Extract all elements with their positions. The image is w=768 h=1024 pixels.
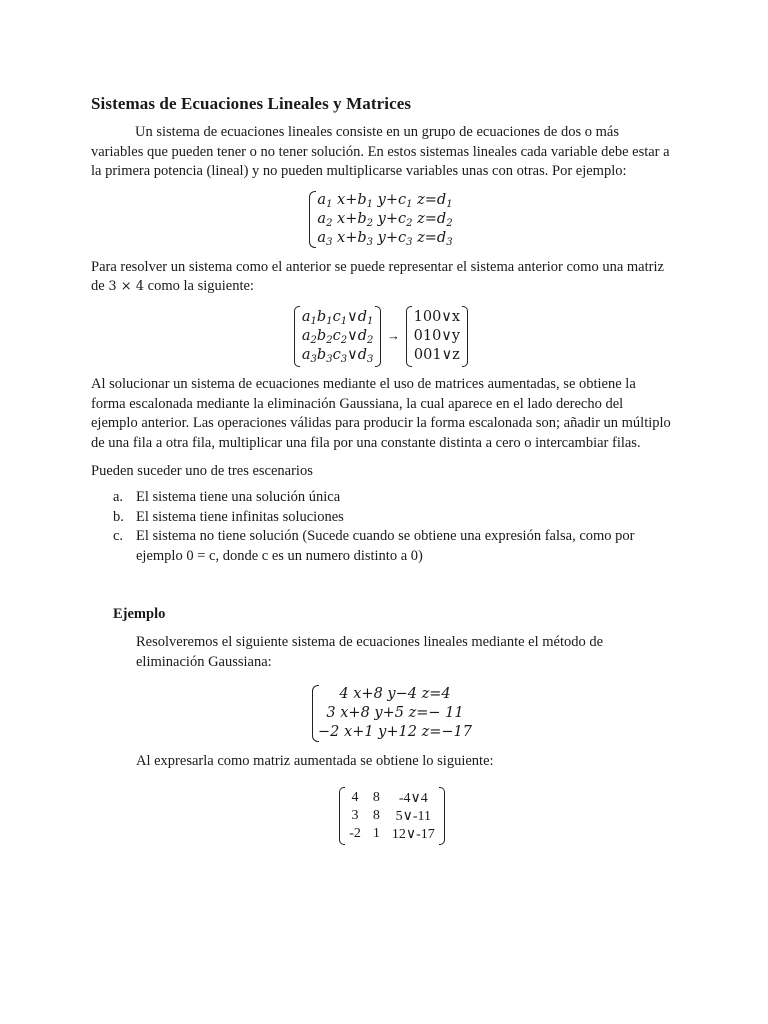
list-item: b. El sistema tiene infinitas soluciones xyxy=(113,508,344,525)
example-augmented-matrix xyxy=(113,787,671,850)
resolve-paragraph xyxy=(91,258,671,297)
generic-system xyxy=(91,191,671,248)
transform-arrow: → xyxy=(387,328,400,344)
list-item: a. El sistema tiene una solución única xyxy=(113,488,341,505)
scenarios-intro: Pueden suceder uno de tres escenarios xyxy=(91,463,313,480)
page-title: Sistemas de Ecuaciones Lineales y Matrices xyxy=(91,94,412,113)
generic-augmented-matrix: $a_1b_1c_1\vee d_1$ $a_2b_2c_2\vee d_2$ $a_3b_3c_3\vee d_3$ xyxy=(294,306,381,367)
example-row-3: −2 x+1 y+12 z=−17 xyxy=(318,723,472,740)
reduced-matrix xyxy=(406,306,468,367)
scenarios-list xyxy=(91,488,671,566)
system-row-1: $a_1$ $x+b_1$ $y+c_1$ $z=d_1$ xyxy=(317,191,453,210)
example-row-2: 3 x+8 y+5 z=− 11 xyxy=(326,704,464,721)
table-row: 3 8 5∨-11 xyxy=(351,808,432,824)
example-brace xyxy=(312,685,319,742)
gauss-paragraph: Al solucionar un sistema de ecuaciones mediante el uso de matrices aumentadas, se obtiene la forma escalonada mediante la eliminación Gaussiana, la cual aparece en el lado derecho del ejemplo anterior. Las operaciones válidas para producir la forma escalonada son; añadir un múltiplo de una fila a otra fila, multiplicar una fila por una constante distinta a cero o intercambiar filas. xyxy=(91,375,671,451)
augmented-text: Al expresarla como matriz aumentada se obtiene lo siguiente: xyxy=(136,752,494,769)
table-row: -2 1 12∨-17 xyxy=(349,826,435,842)
example-system xyxy=(113,685,671,742)
example-row-1: 4 x+8 y−4 z=4 xyxy=(339,685,451,702)
intro-paragraph: Un sistema de ecuaciones lineales consiste en un grupo de ecuaciones de dos o más variables que pueden tener o no tener solución. En estos sistemas lineales cada variable debe estar a la primera potencia (lineal) y no pueden multiplicarse variables unas con otras. Por ejemplo: xyxy=(91,124,670,180)
reduced-row-1: 100∨x xyxy=(413,308,461,325)
matrix-transformation xyxy=(91,306,671,367)
reduced-row-2: 010∨y xyxy=(413,327,461,344)
resolve-text-a: Para resolver un sistema como el anterior se puede representar el sistema anterior como una matriz de xyxy=(91,258,664,295)
example-heading: Ejemplo xyxy=(113,606,166,623)
table-row: 4 8 -4∨4 xyxy=(351,790,428,806)
matrix-size: 3 × 4 xyxy=(108,279,145,295)
document-page xyxy=(91,94,671,850)
system-row-2: $a_2$ $x+b_2$ $y+c_2$ $z=d_2$ xyxy=(317,210,453,229)
resolve-text-b: como la siguiente: xyxy=(144,278,254,295)
reduced-row-3: 001∨z xyxy=(413,346,460,363)
system-brace xyxy=(309,191,316,248)
system-row-3: $a_3$ $x+b_3$ $y+c_3$ $z=d_3$ xyxy=(317,229,453,248)
example-text: Resolveremos el siguiente sistema de ecuaciones lineales mediante el método de eliminación Gaussiana: xyxy=(136,634,604,670)
list-item: c. El sistema no tiene solución (Sucede cuando se obtiene una expresión falsa, como por ejemplo 0 = c, donde c es un numero distinto a 0) xyxy=(113,528,635,564)
